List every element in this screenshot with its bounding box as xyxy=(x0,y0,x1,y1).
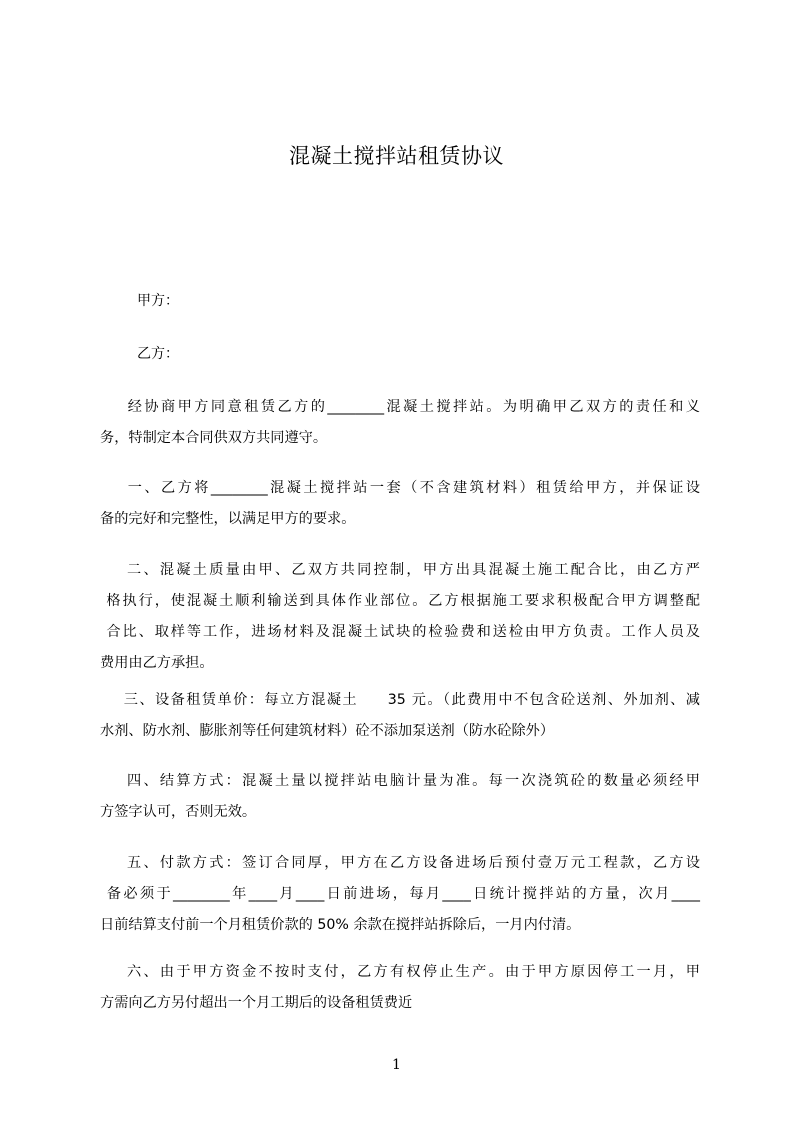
paragraph-line: 备的完好和完整性，以满足甲方的要求。 xyxy=(100,511,356,527)
paragraph-clause-1 xyxy=(100,473,700,535)
paragraph-clause-6 xyxy=(100,957,700,1019)
paragraph-clause-3 xyxy=(100,685,700,747)
paragraph-line: 方签字认可，否则无效。 xyxy=(100,804,257,820)
paragraph-clause-5 xyxy=(100,848,700,941)
paragraph-clause-2 xyxy=(100,555,700,679)
paragraph-intro xyxy=(100,392,700,454)
paragraph-line: 合比、取样等工作，进场材料及混凝土试块的检验费和送检由甲方负责。工作人员及 xyxy=(100,624,700,640)
paragraph-line: 备必须于________年____月____日前进场，每月____日统计搅拌站的方量，次月____ xyxy=(100,886,700,902)
party-a-label: 甲方： xyxy=(137,293,179,309)
paragraph-line: 三、设备租赁单价：每立方混凝土 35 元。（此费用中不包含砼送剂、外加剂、减 xyxy=(100,692,700,708)
paragraph-line: 五、付款方式：签订合同厚，甲方在乙方设备进场后预付壹万元工程款，乙方设 xyxy=(100,855,700,871)
paragraph-line: 方需向乙方另付超出一个月工期后的设备租赁费近 xyxy=(100,995,413,1011)
document-title: 混凝土搅拌站租赁协议 xyxy=(289,144,504,168)
paragraph-line: 日前结算支付前一个月租赁价款的 50% 余款在搅拌站拆除后，一月内付清。 xyxy=(100,917,581,933)
paragraph-line: 水剂、防水剂、膨胀剂等任何建筑材料）砼不添加泵送剂（防水砼除外） xyxy=(100,723,555,739)
paragraph-line: 二、混凝土质量由甲、乙双方共同控制，甲方出具混凝土施工配合比，由乙方严 xyxy=(100,562,700,578)
paragraph-line: 务，特制定本合同供双方共同遵守。 xyxy=(100,430,328,446)
party-b-label: 乙方： xyxy=(137,346,179,362)
paragraph-line: 经协商甲方同意租赁乙方的________混凝土搅拌站。为明确甲乙双方的责任和义 xyxy=(100,399,700,415)
page-number: 1 xyxy=(392,1057,401,1073)
paragraph-clause-4 xyxy=(100,766,700,828)
paragraph-line: 费用由乙方承担。 xyxy=(100,655,214,671)
paragraph-line: 一、乙方将________混凝土搅拌站一套（不含建筑材料）租赁给甲方，并保证设 xyxy=(100,480,700,496)
paragraph-line: 四、结算方式：混凝土量以搅拌站电脑计量为准。每一次浇筑砼的数量必须经甲 xyxy=(100,773,700,789)
paragraph-line: 格执行，使混凝土顺利输送到具体作业部位。乙方根据施工要求积极配合甲方调整配 xyxy=(100,593,700,609)
paragraph-line: 六、由于甲方资金不按时支付，乙方有权停止生产。由于甲方原因停工一月，甲 xyxy=(100,964,700,980)
